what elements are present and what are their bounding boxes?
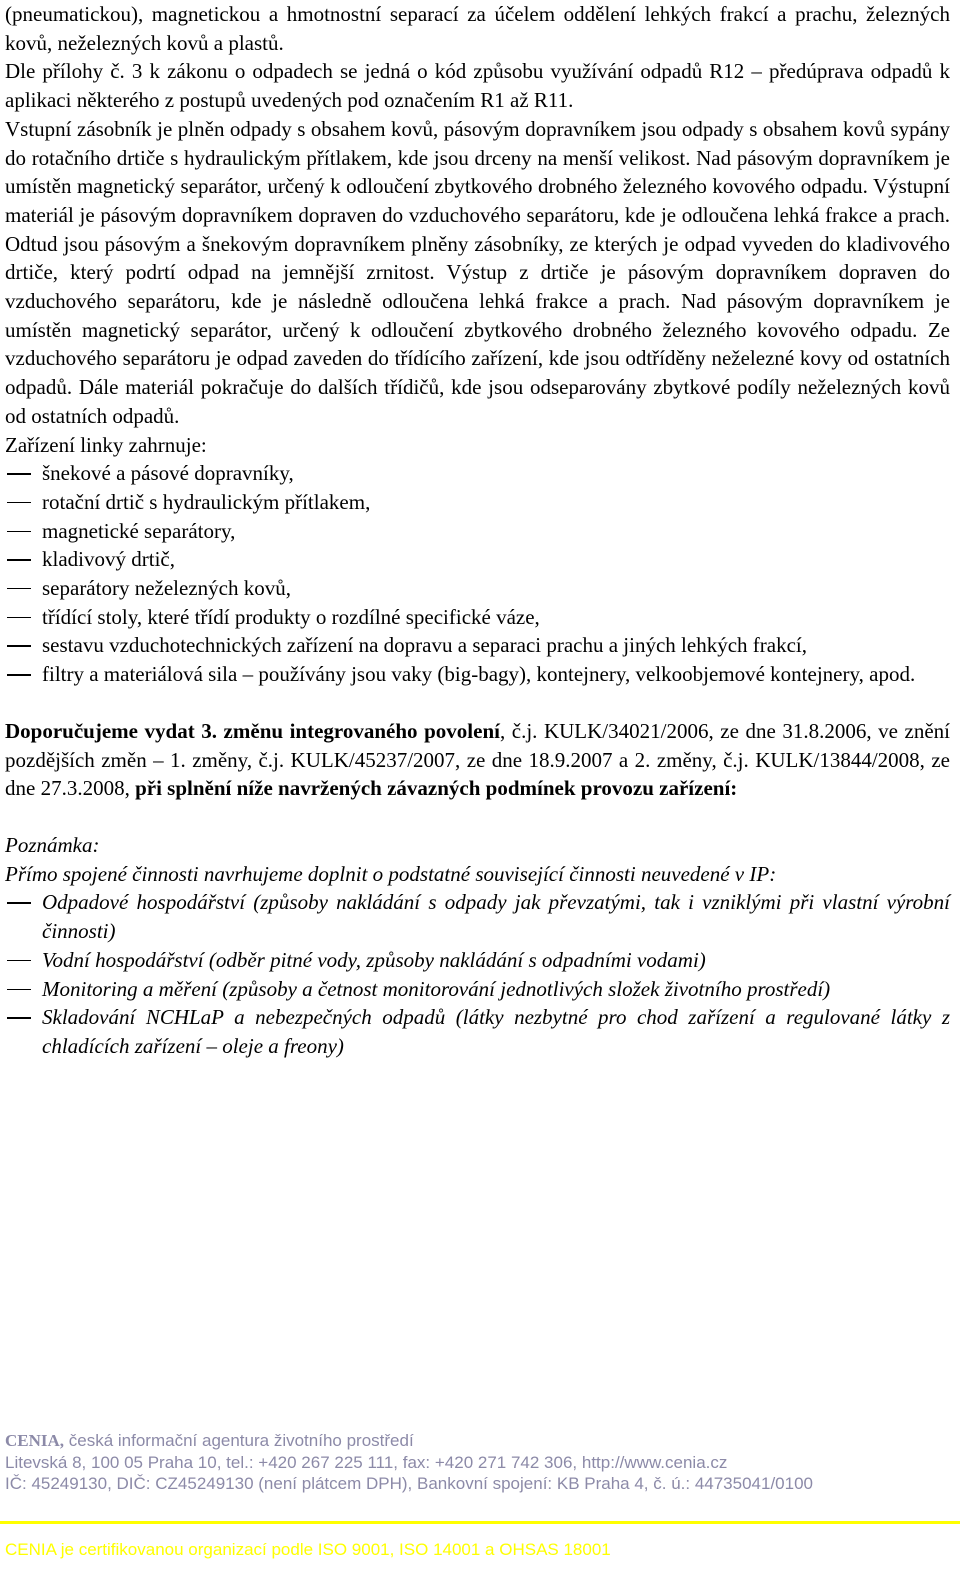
note-intro: Přímo spojené činnosti navrhujeme doplnit o podstatné související činnosti neuvedené v IP: [5,861,777,886]
recommendation-bold-lead: Doporučujeme vydat 3. změnu integrovaného povolení [5,718,500,743]
footer-ids: IČ: 45249130, DIČ: CZ45249130 (není plátcem DPH), Bankovní spojení: KB Praha 4, č. ú.: 44735041/0100 [5,1474,813,1493]
footer-org-desc: česká informační agentura životního prostředí [64,1431,414,1450]
equipment-list [5,459,950,689]
document-body [5,0,950,1061]
list-item: Vodní hospodářství (odběr pitné vody, způsoby nakládání s odpadními vodami) [5,946,950,975]
paragraph-r12-code: Dle přílohy č. 3 k zákonu o odpadech se jedná o kód způsobu využívání odpadů R12 – předúprava odpadů k aplikaci některého z postupů uvedených pod označením R1 až R11. [5,59,950,113]
footer-divider [0,1521,960,1524]
list-item: sestavu vzduchotechnických zařízení na dopravu a separaci prachu a jiných lehkých frakcí, [5,631,950,660]
paragraph-continuation: (pneumatickou), magnetickou a hmotnostní separací za účelem oddělení lehkých frakcí a prachu, železných kovů, neželezných kovů a plastů. [5,2,950,55]
note-label: Poznámka: [5,832,100,857]
list-item: Monitoring a měření (způsoby a četnost monitorování jednotlivých složek životního prostředí) [5,975,950,1004]
recommendation-bold-conditions: při splnění níže navržených závazných podmínek provozu zařízení: [135,776,738,801]
page-footer [5,1430,950,1495]
list-item: šnekové a pásové dopravníky, [5,459,950,488]
list-item: separátory neželezných kovů, [5,574,950,603]
list-item: Odpadové hospodářství (způsoby nakládání s odpady jak převzatými, tak i vzniklými při vlastní výrobní činnosti) [5,888,950,945]
equipment-heading: Zařízení linky zahrnuje: [5,432,207,457]
list-item: kladivový drtič, [5,545,950,574]
certification-text: CENIA je certifikovanou organizací podle ISO 9001, ISO 14001 a OHSAS 18001 [5,1540,611,1559]
note-list [5,888,950,1060]
recommendation-paragraph [5,717,950,803]
recommendation-references: , č.j. KULK/34021/2006, ze dne 31.8.2006, ve znění pozdějších změn – 1. změny, č.j. KULK/45237/2007, ze dne 18.9.2007 a 2. změny, č.j. KULK/13844/2008, ze dne 27.3.2008, [5,718,950,801]
list-item: rotační drtič s hydraulickým přítlakem, [5,488,950,517]
list-item: filtry a materiálová sila – používány jsou vaky (big-bagy), kontejnery, velkoobjemové kontejnery, apod. [5,660,950,689]
paragraph-process-description: Vstupní zásobník je plněn odpady s obsahem kovů, pásovým dopravníkem jsou odpady s obsahem kovů sypány do rotačního drtiče s hydraulickým přítlakem, kde jsou drceny na menší velikost. Nad pásovým dopravníkem je umístěn magnetický separátor, určený k odloučení zbytkového drobného železného kovového odpadu. Výstupní materiál je pásovým dopravníkem dopraven do vzduchového separátoru, kde je odloučena lehká frakce a prach. Odtud jsou pásovým a šnekovým dopravníkem plněny zásobníky, ze kterých je odpad vyveden do kladivového drtiče, který podrtí odpad na jemnější zrnitost. Výstup z drtiče je pásovým dopravníkem dopraven do vzduchového separátoru, kde je následně odloučena lehká frakce a prach. Nad pásovým dopravníkem je umístěn magnetický separátor, určený k odloučení zbytkového drobného železného kovového odpadu. Ze vzduchového separátoru je odpad zaveden do třídícího zařízení, kde jsou odtříděny neželezné kovy od ostatních odpadů. Dále materiál pokračuje do dalších třídičů, kde jsou odseparovány zbytkové podíly neželezných kovů od ostatních odpadů. [5,116,950,428]
footer-org-name: CENIA, [5,1431,65,1450]
list-item: Skladování NCHLaP a nebezpečných odpadů (látky nezbytné pro chod zařízení a regulované látky z chladících zařízení – oleje a freony) [5,1003,950,1060]
list-item: magnetické separátory, [5,517,950,546]
list-item: třídící stoly, které třídí produkty o rozdílné specifické váze, [5,603,950,632]
footer-address: Litevská 8, 100 05 Praha 10, tel.: +420 267 225 111, fax: +420 271 742 306, http://www.cenia.cz [5,1452,728,1472]
footer-org-line [5,1430,950,1452]
